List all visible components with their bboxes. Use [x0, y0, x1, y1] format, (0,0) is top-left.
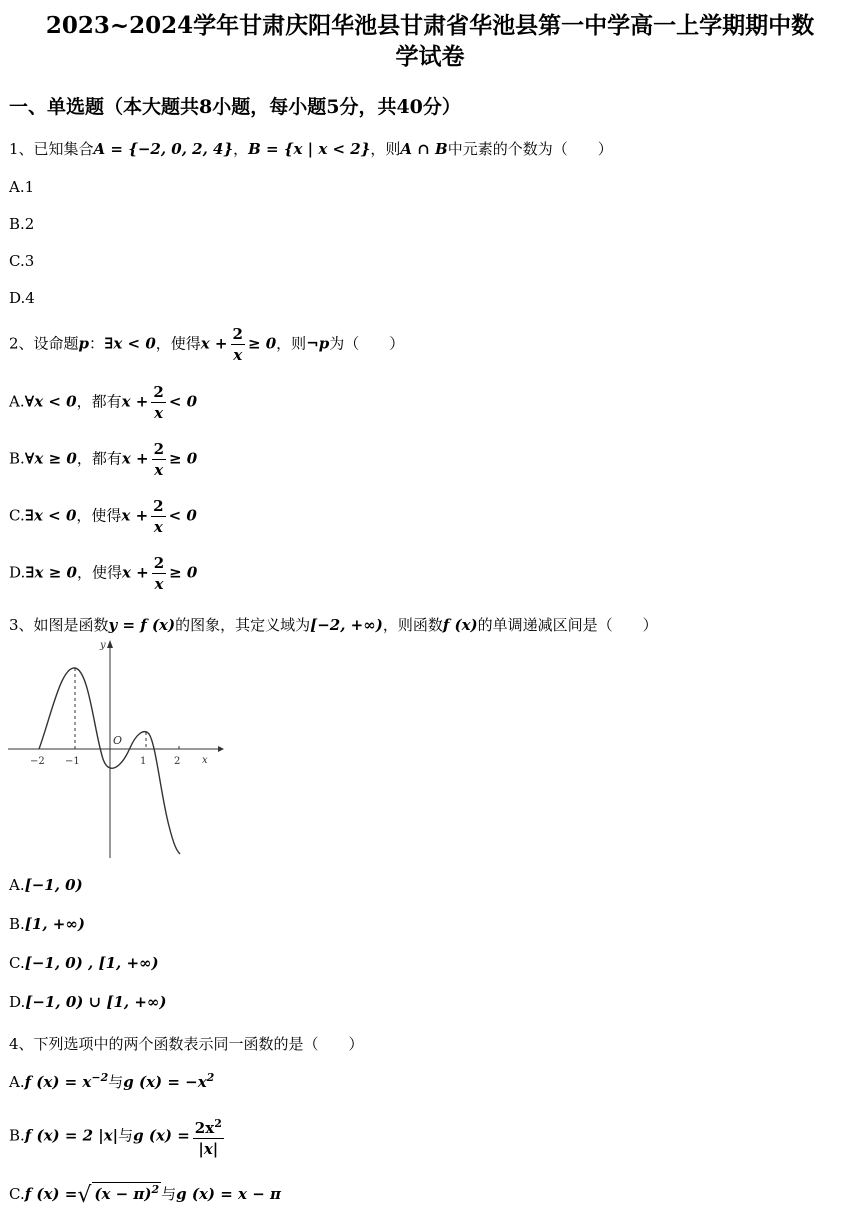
q4-option-a[interactable]: A.f $(x) = x^{-2}$与g $(x) = -x^2$: [9, 1071, 215, 1091]
q1-prefix: 1、已知集合: [9, 140, 94, 158]
q2-option-b[interactable]: B.∀x ≥ 0，都有x + $\frac{2}{x}$ ≥ 0: [9, 440, 198, 479]
q2-expr-right: ≥ 0: [247, 334, 277, 353]
origin-label: O: [113, 734, 123, 747]
q2-then: ，则: [276, 334, 307, 353]
function-graph: [6, 636, 228, 866]
q2-not-p: ¬p: [306, 334, 330, 353]
q4-option-b[interactable]: B.f (x) = 2 |x|与g (x) = $\frac{2x^2}{|x|}$: [9, 1114, 227, 1159]
tick-label-2: 2: [174, 756, 181, 767]
question-1: [9, 138, 613, 159]
q2-mid: ，使得: [155, 334, 201, 353]
q3-option-a[interactable]: A.[−1, 0): [9, 876, 83, 894]
question-4: 4、下列选项中的两个函数表示同一函数的是（ ）: [9, 1035, 364, 1053]
q2-p: p: [78, 334, 90, 353]
title-line-2: 学试卷: [395, 43, 465, 70]
section-heading: 一、单选题（本大题共8小题，每小题5分，共40分）: [9, 96, 461, 118]
q1-option-a[interactable]: A.1: [9, 178, 35, 196]
exam-title: [0, 10, 860, 72]
tick-label-neg1: −1: [65, 756, 80, 767]
q2-exists: ∃x < 0: [104, 334, 156, 353]
sqrt-radicand: $(x - \pi)^2$: [94, 1183, 160, 1203]
q2a-fraction: $\frac{2}{x}$: [153, 383, 164, 422]
question-2: [9, 324, 404, 365]
q2-option-c[interactable]: C.∃x < 0，使得x + $\frac{2}{x}$ < 0: [9, 497, 197, 536]
q1-option-d[interactable]: D.4: [9, 289, 35, 307]
sqrt-symbol: √: [77, 1183, 92, 1208]
q3-function: y = f (x): [108, 616, 176, 634]
q2-expr-left: x +: [200, 334, 228, 353]
q4-option-c[interactable]: C.f (x) =√ $(x - \pi)^2$ 与g (x) = x − π: [9, 1183, 281, 1208]
y-axis-label: y: [100, 640, 106, 651]
q1-option-c[interactable]: C.3: [9, 252, 35, 270]
q2-option-d[interactable]: D.∃x ≥ 0，使得x + $\frac{2}{x}$ ≥ 0: [9, 554, 198, 593]
q2b-fraction: $\frac{2}{x}$: [153, 440, 164, 479]
x-axis-label: x: [202, 755, 208, 766]
q2d-fraction: $\frac{2}{x}$: [153, 554, 165, 593]
q2c-fraction: $\frac{2}{x}$: [153, 497, 164, 536]
q1-suffix: 中元素的个数为（ ）: [447, 140, 613, 158]
q3-option-b[interactable]: B.[1, +∞): [9, 915, 85, 933]
q2-fraction: $\frac{2}{x}$: [232, 325, 243, 364]
q4b-fraction: $\frac{2x^2}{|x|}$: [193, 1114, 224, 1159]
q1-sep: ，: [233, 140, 249, 158]
q1-mid: ，则: [370, 140, 401, 158]
q3-option-c[interactable]: C.[−1, 0) , [1, +∞): [9, 954, 159, 972]
q2-option-a[interactable]: A.∀x < 0，都有x + $\frac{2}{x}$ < 0: [9, 383, 198, 422]
q1-option-b[interactable]: B.2: [9, 215, 35, 233]
tick-label-1: 1: [140, 756, 147, 767]
tick-label-neg2: −2: [30, 756, 45, 767]
x-axis-arrow: [218, 746, 224, 752]
q3-option-d[interactable]: D.[−1, 0) ∪ [1, +∞): [9, 993, 167, 1011]
q1-set-b: B = {x | x < 2}: [248, 140, 371, 158]
q1-intersection: A ∩ B: [400, 140, 448, 158]
q1-set-a: A = {−2, 0, 2, 4}: [93, 140, 234, 158]
q3-domain: [−2, +∞): [310, 616, 383, 634]
q2-suffix: 为（ ）: [329, 334, 405, 353]
q2-prefix: 2、设命题: [9, 334, 79, 353]
q2-colon: ：: [89, 334, 105, 353]
title-line-1: 2023~2024学年甘肃庆阳华池县甘肃省华池县第一中学高一上学期期中数: [45, 12, 815, 39]
question-3: 3、如图是函数y = f (x)的图象，其定义域为[−2, +∞)，则函数f (x)的单调递减区间是（ ）: [9, 616, 658, 634]
y-axis-arrow: [107, 640, 113, 648]
